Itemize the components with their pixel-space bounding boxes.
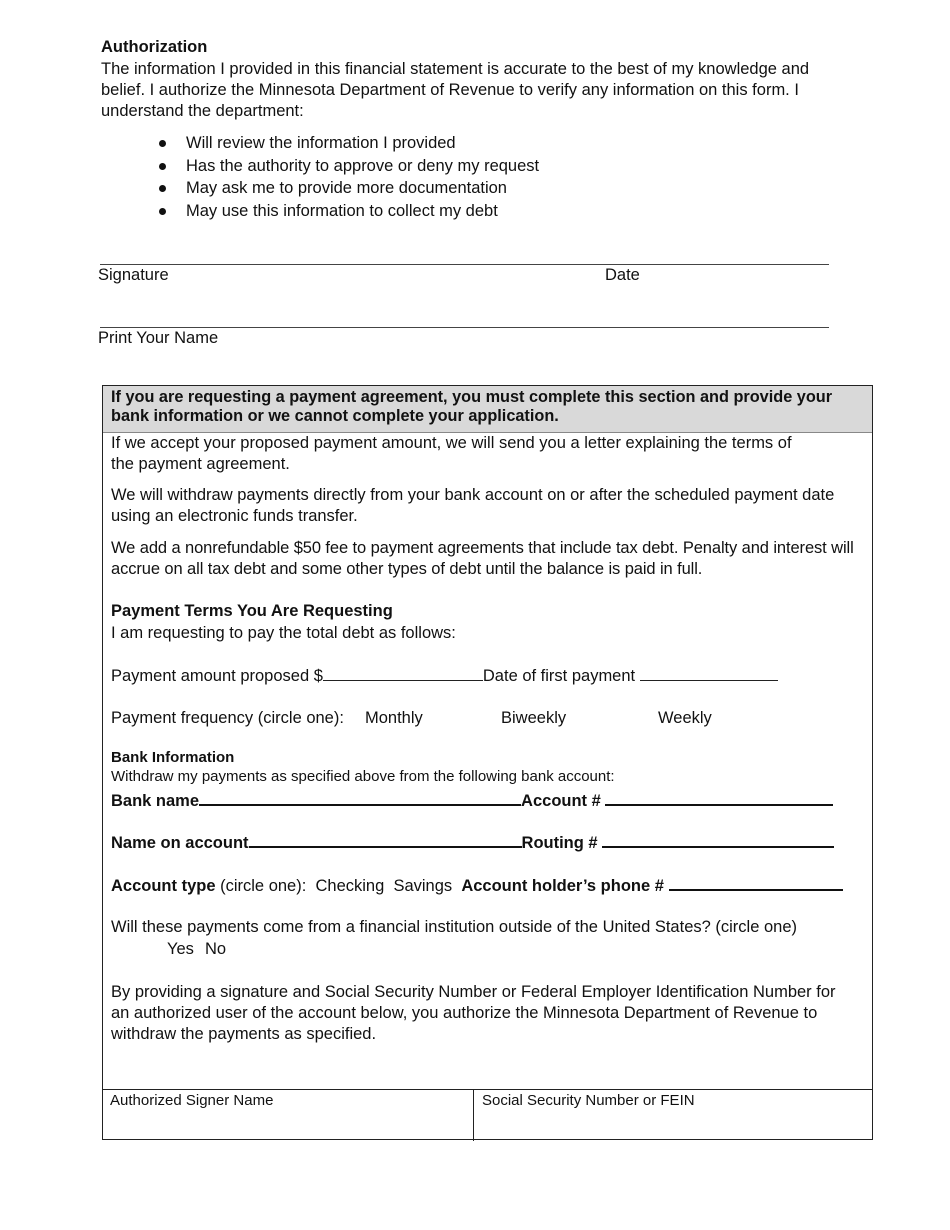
bank-name-field[interactable] [199,789,521,806]
acceptance-paragraph: If we accept your proposed payment amount, we will send you a letter explaining the terms of the payment agreement. [111,434,792,473]
bullet-icon [159,185,166,192]
bullet-icon [159,208,166,215]
name-on-account-row [111,831,834,854]
authorization-bullet-list [101,133,539,223]
bank-information-text: Withdraw my payments as specified above from the following bank account: [111,768,615,785]
account-type-option-savings[interactable]: Savings [393,877,453,895]
payment-section-header: If you are requesting a payment agreement, you must complete this section and provide your bank information or we cannot complete your application. [103,386,872,433]
account-holder-phone-label: Account holder’s phone # [461,877,664,895]
account-holder-phone-field[interactable] [669,874,843,891]
foreign-option-no[interactable]: No [205,940,227,958]
list-item [101,133,539,156]
first-payment-date-label: Date of first payment [482,667,636,685]
first-payment-date-field[interactable] [640,665,778,681]
name-on-account-label: Name on account [111,834,249,852]
signature-label: Signature [98,266,169,284]
routing-number-field[interactable] [602,831,834,848]
bank-name-row [111,789,833,812]
print-name-label: Print Your Name [98,329,219,347]
account-type-label: Account type [111,877,216,895]
bullet-text: Has the authority to approve or deny my request [186,156,540,175]
payment-amount-row [111,665,778,687]
bullet-text: May use this information to collect my debt [186,201,498,220]
foreign-option-yes[interactable]: Yes [167,940,194,958]
bank-name-label: Bank name [111,792,200,810]
account-number-field[interactable] [605,789,833,806]
authorization-paragraph: The information I provided in this financial statement is accurate to the best of my knowledge and belief. I authorize the Minnesota Department of Revenue to verify any information on this form. I understand the department: [101,60,810,120]
list-item [101,156,539,179]
authorized-signer-name-label: Authorized Signer Name [110,1092,274,1109]
bullet-icon [159,140,166,147]
routing-number-label: Routing # [521,834,598,852]
consent-paragraph: By providing a signature and Social Security Number or Federal Employer Identification Number for an authorized user of the account below, you authorize the Minnesota Department of Revenue to withdraw the payments as specified. [111,983,836,1043]
account-number-label: Account # [521,792,601,810]
withdrawal-paragraph: We will withdraw payments directly from your bank account on or after the scheduled payment date using an electronic funds transfer. [111,486,835,525]
payment-amount-label: Payment amount proposed $ [111,667,323,685]
ssn-fein-label: Social Security Number or FEIN [482,1092,695,1109]
account-type-hint: (circle one): [220,877,307,895]
account-type-option-checking[interactable]: Checking [315,877,385,895]
name-on-account-field[interactable] [249,831,522,848]
foreign-institution-question: Will these payments come from a financial institution outside of the United States? (circle one) [111,918,797,936]
bank-information-heading: Bank Information [111,749,235,766]
print-name-line[interactable] [100,327,829,328]
payment-frequency-label: Payment frequency (circle one): [111,709,344,727]
payment-agreement-section [102,385,873,1140]
authorization-heading: Authorization [101,38,208,56]
frequency-option-monthly[interactable]: Monthly [365,709,423,727]
list-item [101,201,539,224]
authorized-signer-table [102,1089,873,1140]
list-item [101,178,539,201]
ssn-fein-cell[interactable] [474,1090,873,1141]
fee-paragraph: We add a nonrefundable $50 fee to payment agreements that include tax debt. Penalty and interest will accrue on all tax debt and some other types of debt until the balance is paid in full. [111,539,854,578]
bullet-text: Will review the information I provided [186,134,456,152]
payment-amount-field[interactable] [323,665,483,681]
date-label: Date [605,266,640,284]
signature-line[interactable] [100,264,829,265]
payment-terms-text: I am requesting to pay the total debt as follows: [111,624,456,642]
frequency-option-biweekly[interactable]: Biweekly [501,709,567,727]
frequency-option-weekly[interactable]: Weekly [658,709,712,727]
payment-terms-heading: Payment Terms You Are Requesting [111,602,393,620]
authorized-signer-name-cell[interactable] [102,1090,474,1141]
bullet-text: May ask me to provide more documentation [186,179,507,198]
account-type-row [111,874,843,897]
bullet-icon [159,163,166,170]
